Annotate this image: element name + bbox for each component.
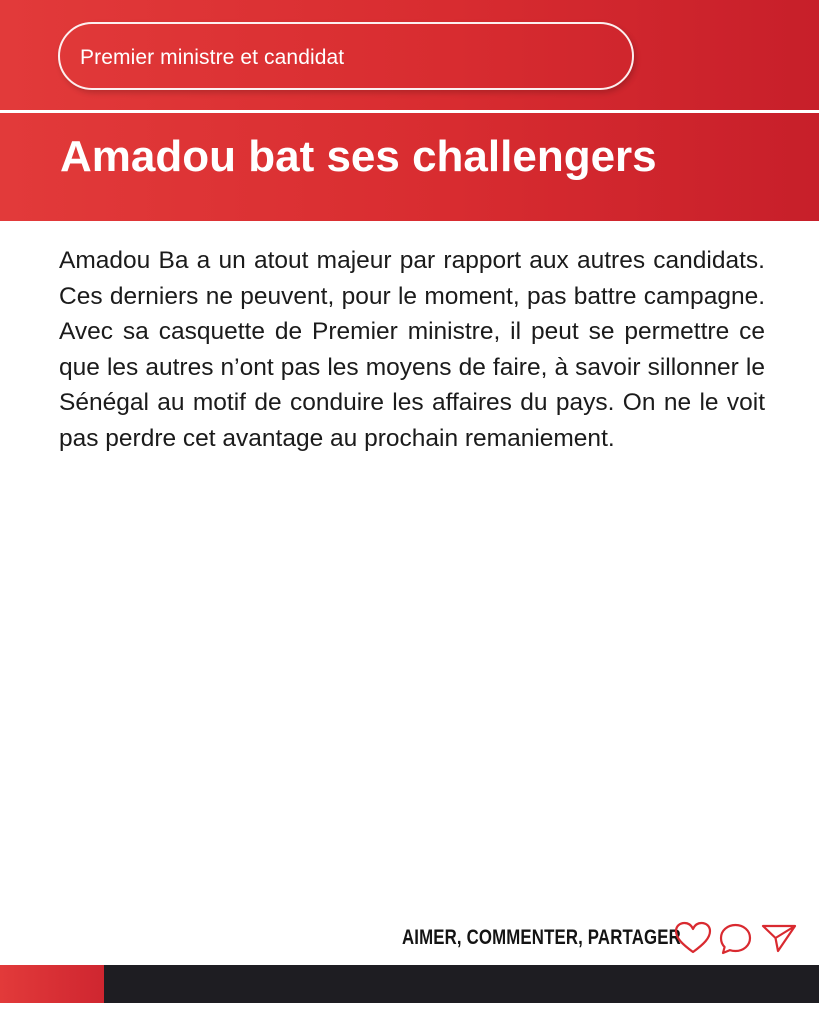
footer-accent-bar bbox=[0, 965, 104, 1003]
footer-bar bbox=[104, 965, 819, 1003]
cta-label: AIMER, COMMENTER, PARTAGER bbox=[402, 926, 681, 949]
social-cta bbox=[402, 922, 681, 954]
article-body: Amadou Ba a un atout majeur par rapport aux autres candidats. Ces derniers ne peuvent, pour le moment, pas battre campagne. Avec sa casquette de Premier ministre, il peut se permettre ce que les autres n’ont pas les moyens de faire, à savoir sillonner le Sénégal au motif de conduire les affaires du pays. On ne le voit pas perdre cet avantage au prochain remaniement. bbox=[59, 247, 765, 452]
category-tag bbox=[58, 22, 634, 90]
header-divider bbox=[0, 110, 819, 113]
header-banner bbox=[0, 0, 819, 221]
heart-icon[interactable] bbox=[673, 920, 713, 956]
comment-bubble-icon[interactable] bbox=[718, 922, 754, 956]
send-paper-plane-icon[interactable] bbox=[760, 922, 798, 954]
category-tag-label: Premier ministre et candidat bbox=[80, 46, 345, 69]
headline: Amadou bat ses challengers bbox=[60, 132, 657, 181]
